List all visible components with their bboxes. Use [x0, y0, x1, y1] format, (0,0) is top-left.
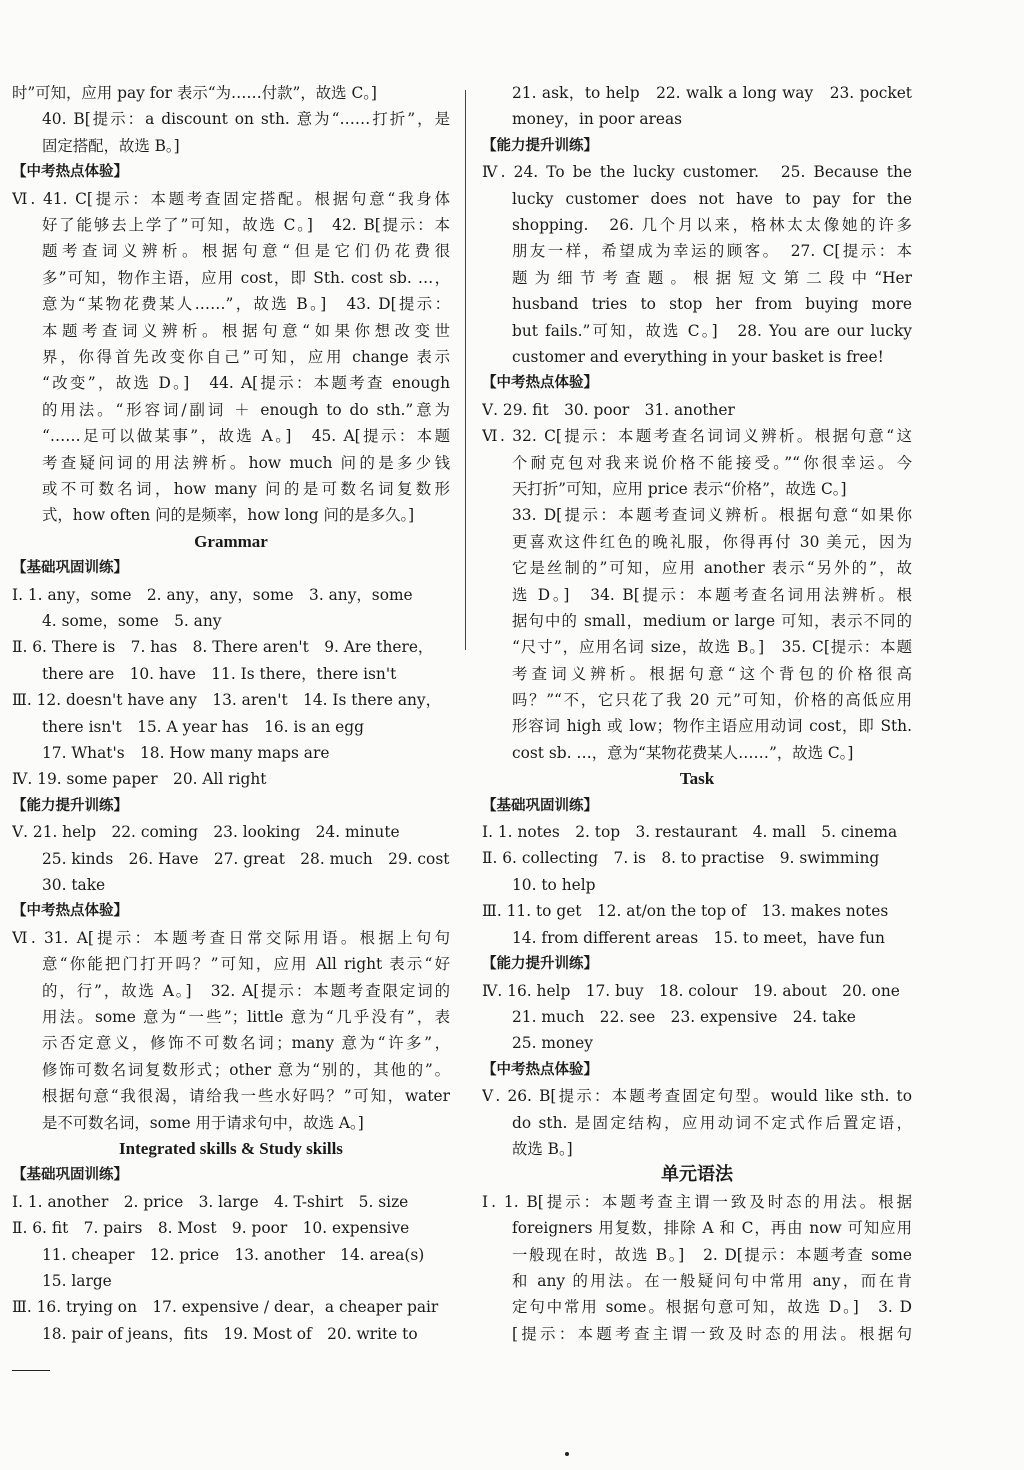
answer-line: Ⅵ. 31. A[提示：本题考查日常交际用语。根据上句句: [12, 928, 450, 947]
answer-line: Ⅲ. 16. trying on 17. expensive / dear，a cheaper pair: [12, 1298, 439, 1317]
answer-line: 它是丝制的”可知，应用 another 表示“另外的”，故: [512, 559, 912, 578]
section-heading: 【中考热点体验】: [12, 903, 128, 920]
answer-line: 是不可数名词，some 用于请求句中，故选 A。]: [42, 1113, 364, 1132]
answer-line: customer and everything in your basket is free!: [512, 347, 884, 366]
answer-line: Ⅱ. 6. fit 7. pairs 8. Most 9. poor 10. expensive: [12, 1219, 410, 1238]
answer-line: shopping. 26. 几个月以来，格林太太像她的许多: [512, 215, 912, 234]
answer-line: “尺寸”，应用名词 size，故选 B。] 35. C[提示：本题: [512, 638, 912, 657]
answer-line: Ⅰ. 1. notes 2. top 3. restaurant 4. mall 5. cinema: [482, 823, 898, 842]
answer-line: 题为细节考查题。根据短文第二段中“Her: [512, 268, 912, 287]
right-column: [482, 80, 912, 1347]
answer-line: 10. to help: [512, 875, 596, 894]
section-heading: 【基础巩固训练】: [482, 797, 598, 814]
answer-line: Ⅲ. 11. to get 12. at/on the top of 13. makes notes: [482, 902, 889, 921]
answer-line: 天打折”可知，应用 price 表示“价格”，故选 C。]: [512, 479, 847, 498]
answer-line: 和 any 的用法。在一般疑问句中常用 any，而在肯: [512, 1271, 912, 1290]
answer-line: 33. D[提示：本题考查词义辨析。根据句意“如果你: [512, 506, 912, 525]
answer-line: 一般现在时，故选 B。] 2. D[提示：本题考查 some: [512, 1245, 912, 1264]
answer-line: 21. much 22. see 23. expensive 24. take: [512, 1007, 856, 1026]
answer-line: 用法。some 意为“一些”；little 意为“几乎没有”，表: [42, 1007, 450, 1026]
section-heading: 【能力提升训练】: [482, 137, 598, 154]
answer-line: “……足可以做某事”，故选 A。] 45. A[提示：本题: [42, 427, 450, 446]
answer-line: 定句中常用 some。根据句意可知，故选 D。] 3. D: [512, 1298, 912, 1317]
answer-line: 40. B[提示：a discount on sth. 意为“……打折”，是: [42, 110, 450, 129]
answer-line: 多”可知，物作主语，应用 cost，即 Sth. cost sb. …，: [42, 268, 450, 287]
answer-line: 个耐克包对我来说价格不能接受。”“你很幸运。今: [512, 453, 912, 472]
answer-line: 15. large: [42, 1271, 112, 1290]
section-title: 单元语法: [661, 1164, 733, 1186]
section-title: Task: [679, 769, 715, 789]
answer-line: 17. What's 18. How many maps are: [42, 743, 330, 762]
section-heading: 【基础巩固训练】: [12, 560, 128, 577]
answer-line: 式，how often 问的是频率，how long 问的是多久。]: [42, 506, 415, 525]
answer-line: 4. some，some 5. any: [42, 611, 222, 630]
answer-line: Ⅲ. 12. doesn't have any 13. aren't 14. Is there any，: [12, 691, 441, 710]
answer-line: 考查词义辨析。根据句意“这个背包的价格很高: [512, 664, 912, 683]
answer-line: 11. cheaper 12. price 13. another 14. area(s): [42, 1245, 425, 1264]
answer-line: Ⅵ. 32. C[提示：本题考查名词词义辨析。根据句意“这: [482, 427, 912, 446]
answer-line: 故选 B。]: [512, 1139, 573, 1158]
answer-line: 的用法。“形容词/副词 ＋ enough to do sth.”意为: [42, 400, 450, 419]
answer-line: Ⅳ. 16. help 17. buy 18. colour 19. about 20. one: [482, 981, 900, 1000]
answer-line: Ⅳ. 19. some paper 20. All right: [12, 770, 267, 789]
answer-line: Ⅱ. 6. There is 7. has 8. There aren't 9. Are there，: [12, 638, 434, 657]
answer-line: Ⅳ. 24. To be the lucky customer. 25. Because the: [482, 163, 912, 182]
answer-line: Ⅵ. 41. C[提示：本题考查固定搭配。根据句意“我身体: [12, 189, 450, 208]
answer-line: there are 10. have 11. Is there，there isn't: [42, 664, 397, 683]
section-heading: 【中考热点体验】: [12, 164, 128, 181]
answer-line: Ⅱ. 6. collecting 7. is 8. to practise 9. swimming: [482, 849, 880, 868]
answer-line: Ⅰ. 1. any，some 2. any，any，some 3. any，some: [12, 585, 413, 604]
answer-line: 25. kinds 26. Have 27. great 28. much 29. cost: [42, 849, 450, 868]
section-title: Integrated skills & Study skills: [119, 1138, 343, 1158]
answer-line: Ⅰ. 1. another 2. price 3. large 4. T-shirt 5. size: [12, 1192, 409, 1211]
answer-line: 据句中的 small，medium or large 可知，表示不同的: [512, 611, 912, 630]
answer-line: 21. ask，to help 22. walk a long way 23. pocket: [512, 84, 912, 102]
answer-line: 朋友一样，希望成为幸运的顾客。 27. C[提示：本: [512, 242, 912, 261]
answer-line: Ⅴ. 29. fit 30. poor 31. another: [482, 400, 735, 419]
section-heading: 【能力提升训练】: [12, 797, 128, 814]
section-heading: 【中考热点体验】: [482, 375, 598, 392]
answer-line: do sth. 是固定结构，应用动词不定式作后置定语，: [512, 1113, 912, 1132]
answer-line: 根据句意“我很渴，请给我一些水好吗？”可知，water: [42, 1087, 450, 1106]
answer-line: 选 D。] 34. B[提示：本题考查名词用法辨析。根: [512, 585, 912, 604]
answer-line: “改变”，故选 D。] 44. A[提示：本题考查 enough: [42, 374, 450, 393]
section-title: Grammar: [194, 531, 268, 551]
answer-line: foreigners 用复数，排除 A 和 C，再由 now 可知应用: [512, 1219, 912, 1238]
answer-line: 14. from different areas 15. to meet，have fun: [512, 928, 885, 947]
answer-line: 考查疑问词的用法辨析。how much 问的是多少钱: [42, 453, 450, 472]
answer-line: but fails.”可知，故选 C。] 28. You are our lucky: [512, 321, 912, 340]
answer-line: husband tries to stop her from buying more: [512, 295, 912, 314]
answer-line: lucky customer does not have to pay for the: [512, 189, 912, 208]
answer-line: money，in poor areas: [512, 110, 683, 129]
answer-line: 固定搭配，故选 B。]: [42, 136, 180, 155]
answer-line: 好了能够去上学了”可知，故选 C。] 42. B[提示：本: [42, 216, 450, 234]
column-divider: [465, 90, 466, 650]
answer-line: 的，行”，故选 A。] 32. A[提示：本题考查限定词的: [42, 981, 450, 1000]
answer-line: 或不可数名词，how many 问的是可数名词复数形: [42, 479, 450, 498]
answer-line: 时”可知，应用 pay for 表示“为……付款”，故选 C。]: [12, 84, 377, 102]
answer-line: there isn't 15. A year has 16. is an egg: [42, 717, 364, 736]
answer-line: cost sb. …，意为“某物花费某人……”，故选 C。]: [512, 743, 854, 762]
left-column: [12, 80, 450, 1347]
answer-line: 示否定意义，修饰不可数名词；many 意为“许多”，: [42, 1034, 450, 1053]
answer-line: 18. pair of jeans，fits 19. Most of 20. write to: [42, 1324, 418, 1343]
answer-line: 更喜欢这件红色的晚礼服，你得再付 30 美元，因为: [512, 532, 912, 551]
answer-line: Ⅴ. 21. help 22. coming 23. looking 24. minute: [12, 823, 400, 842]
answer-line: 形容词 high 或 low；物作主语应用动词 cost，即 Sth.: [512, 717, 912, 736]
answer-line: 修饰可数名词复数形式；other 意为“别的，其他的”。: [42, 1060, 450, 1079]
answer-line: 30. take: [42, 875, 106, 894]
answer-line: 吗？”“不，它只花了我 20 元”可知，价格的高低应用: [512, 691, 912, 710]
section-heading: 【基础巩固训练】: [12, 1167, 128, 1184]
footer-rule: [12, 1370, 50, 1371]
answer-line: 本题考查词义辨析。根据句意“如果你想改变世: [42, 321, 450, 340]
page-dot: [565, 1452, 569, 1456]
answer-line: 25. money: [512, 1034, 593, 1053]
section-heading: 【中考热点体验】: [482, 1061, 598, 1078]
answer-line: [提示：本题考查主谓一致及时态的用法。根据句: [512, 1324, 912, 1343]
answer-line: 意为“某物花费某人……”，故选 B。] 43. D[提示：: [42, 295, 450, 314]
answer-line: Ⅰ. 1. B[提示：本题考查主谓一致及时态的用法。根据: [482, 1192, 912, 1211]
answer-line: Ⅴ. 26. B[提示：本题考查固定句型。would like sth. to: [482, 1087, 912, 1106]
section-heading: 【能力提升训练】: [482, 956, 598, 973]
answer-line: 题考查词义辨析。根据句意“但是它们仍花费很: [42, 242, 450, 261]
answer-line: 意“你能把门打开吗？”可知，应用 All right 表示“好: [42, 955, 450, 974]
answer-line: 界，你得首先改变你自己”可知，应用 change 表示: [42, 347, 450, 366]
